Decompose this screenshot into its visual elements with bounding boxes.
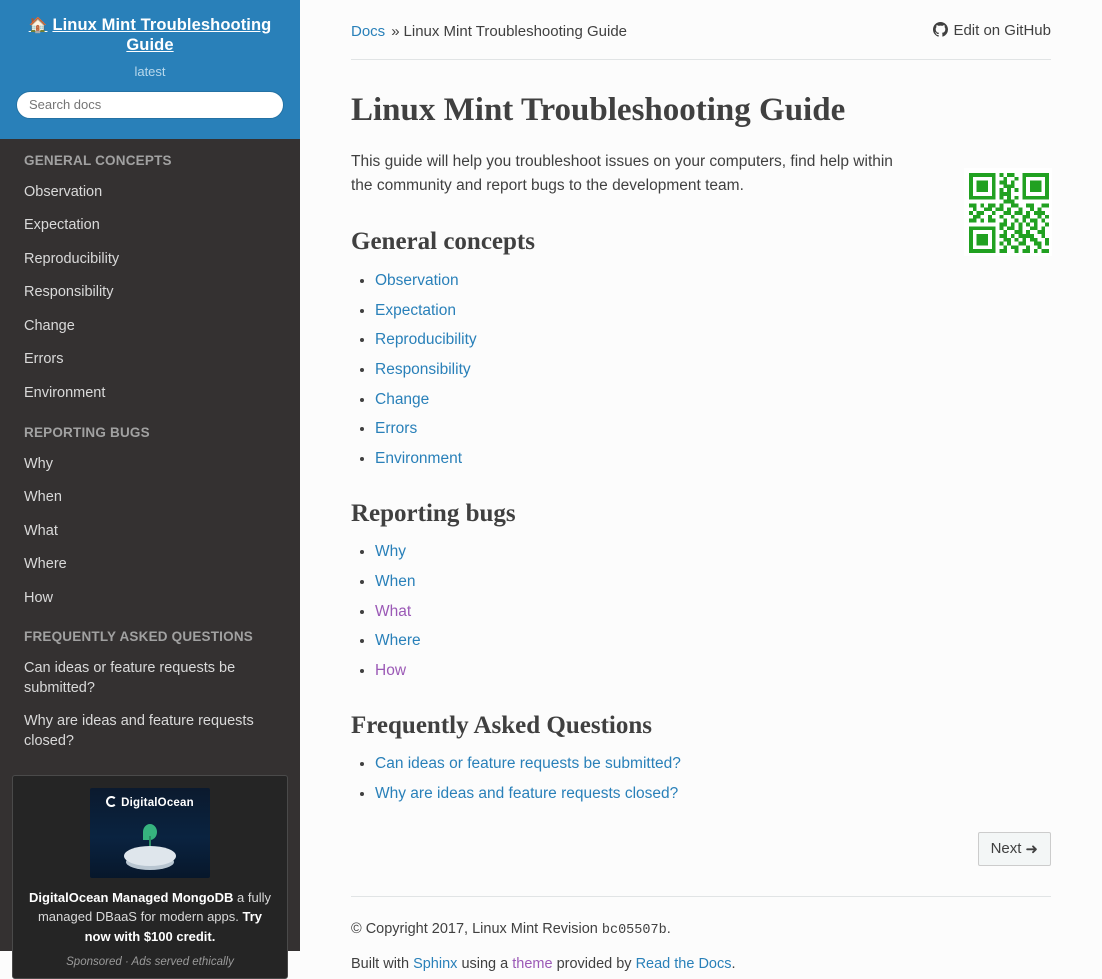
breadcrumb-docs-link[interactable]: Docs <box>351 23 386 40</box>
main-content <box>300 0 1102 973</box>
read-the-docs-link[interactable]: Read the Docs <box>635 956 732 973</box>
list-item <box>375 418 1051 440</box>
toc-link-environment[interactable]: Environment <box>375 449 463 467</box>
footer-copyright <box>351 921 1051 938</box>
list-item <box>375 389 1051 411</box>
list-item <box>375 660 1051 682</box>
toc-link-where[interactable]: Where <box>375 632 421 650</box>
list-item <box>375 329 1051 351</box>
ad-headline: DigitalOcean Managed MongoDB <box>29 889 234 905</box>
list-item <box>375 571 1051 593</box>
edit-on-github[interactable] <box>933 22 1051 41</box>
ad-image <box>90 788 210 878</box>
toc-general-concepts <box>351 270 1051 470</box>
edit-on-github-label: Edit on GitHub <box>953 22 1051 39</box>
ad-brand <box>90 796 210 809</box>
footer-period: . <box>666 921 671 938</box>
toc-link-why[interactable]: Why <box>375 543 406 561</box>
list-item <box>375 601 1051 623</box>
list-item <box>375 448 1051 470</box>
footer-built-with-label: Built with <box>351 956 410 973</box>
github-icon <box>933 22 948 41</box>
breadcrumb-separator: » <box>391 23 400 40</box>
ad-text <box>25 888 275 947</box>
sidebar-item-why[interactable]: Why <box>24 455 53 472</box>
footer <box>351 896 1051 972</box>
sidebar-item-where[interactable]: Where <box>24 556 67 573</box>
section-heading-reporting-bugs: Reporting bugs <box>351 499 516 527</box>
content-inner <box>301 0 1101 972</box>
sidebar-caption-general-concepts: GENERAL CONCEPTS <box>24 152 172 168</box>
footer-built-with <box>351 956 1051 972</box>
sidebar-item-can-ideas-submitted[interactable]: Can ideas or feature requests be submitted? <box>24 660 236 696</box>
qr-code <box>964 168 1052 256</box>
breadcrumb <box>351 0 1051 60</box>
ad-body: a fully managed DBaaS for modern apps. <box>37 889 271 925</box>
sidebar-home-link[interactable] <box>16 16 284 56</box>
toc-link-why-ideas-closed[interactable]: Why are ideas and feature requests closed? <box>375 784 679 802</box>
footer-end-period: . <box>731 956 736 973</box>
sidebar-version: latest <box>134 63 166 79</box>
search-input[interactable] <box>16 91 284 119</box>
list-item <box>375 783 1051 805</box>
database-icon <box>124 846 176 866</box>
sponsored-ad[interactable] <box>12 775 288 979</box>
sidebar-item-observation[interactable]: Observation <box>24 183 103 200</box>
toc-link-what[interactable]: What <box>375 602 412 620</box>
toc-link-when[interactable]: When <box>375 572 416 590</box>
list-item <box>375 541 1051 563</box>
section-heading-general-concepts: General concepts <box>351 228 535 256</box>
sidebar-item-responsibility[interactable]: Responsibility <box>24 284 114 301</box>
list-item <box>375 270 1051 292</box>
section-heading-faq: Frequently Asked Questions <box>351 711 652 739</box>
home-icon: 🏠 <box>28 17 48 34</box>
footer-copyright-text: © Copyright 2017, Linux Mint Revision <box>351 921 598 938</box>
toc-reporting-bugs <box>351 541 1051 681</box>
sidebar-caption-reporting-bugs: REPORTING BUGS <box>24 424 150 440</box>
sphinx-link[interactable]: Sphinx <box>413 956 458 973</box>
sidebar-item-why-ideas-closed[interactable]: Why are ideas and feature requests closed? <box>24 713 254 750</box>
toc-link-can-ideas-submitted[interactable]: Can ideas or feature requests be submitted? <box>375 755 681 773</box>
list-item <box>375 359 1051 381</box>
next-button-label: Next <box>990 840 1022 858</box>
edit-on-github-link[interactable] <box>933 22 1051 39</box>
toc-link-responsibility[interactable]: Responsibility <box>375 360 471 378</box>
search-form <box>16 91 284 119</box>
ad-footer: Sponsored · Ads served ethically <box>66 956 234 969</box>
sidebar-nav <box>0 139 300 759</box>
leaf-icon <box>143 824 157 840</box>
pagination <box>351 832 1051 866</box>
breadcrumb-current: Linux Mint Troubleshooting Guide <box>403 23 628 40</box>
page-title: Linux Mint Troubleshooting Guide <box>351 92 846 128</box>
digitalocean-logo-icon <box>106 796 117 807</box>
breadcrumb-trail <box>351 23 627 40</box>
arrow-right-icon: ➜ <box>1025 841 1038 859</box>
toc-link-reproducibility[interactable]: Reproducibility <box>375 331 477 349</box>
intro-paragraph: This guide will help you troubleshoot issues on your computers, find help within the community and report bugs to the development team. <box>351 153 893 195</box>
sidebar-title-text: Linux Mint Troubleshooting Guide <box>52 16 272 54</box>
toc-link-how[interactable]: How <box>375 661 407 679</box>
ad-offer: Try now with $100 credit. <box>84 909 263 944</box>
next-button[interactable] <box>978 832 1051 866</box>
sidebar-item-when[interactable]: When <box>24 489 62 506</box>
sidebar-item-reproducibility[interactable]: Reproducibility <box>24 250 120 267</box>
toc-faq <box>351 753 1051 804</box>
sidebar-header <box>0 0 300 139</box>
sidebar <box>0 0 300 969</box>
toc-link-expectation[interactable]: Expectation <box>375 301 456 319</box>
sidebar-item-how[interactable]: How <box>24 589 54 606</box>
toc-link-change[interactable]: Change <box>375 390 430 408</box>
list-item <box>375 753 1051 775</box>
toc-link-errors[interactable]: Errors <box>375 420 418 438</box>
toc-link-observation[interactable]: Observation <box>375 271 459 289</box>
ad-brand-text: DigitalOcean <box>121 796 194 809</box>
list-item <box>375 630 1051 652</box>
sidebar-item-expectation[interactable]: Expectation <box>24 217 100 234</box>
sidebar-item-change[interactable]: Change <box>24 317 75 334</box>
list-item <box>375 300 1051 322</box>
footer-revision: bc05507b <box>601 923 667 939</box>
sidebar-item-errors[interactable]: Errors <box>24 351 64 368</box>
sidebar-item-what[interactable]: What <box>24 522 58 539</box>
footer-using-a: using a <box>461 956 509 973</box>
footer-provided-by: provided by <box>556 956 632 973</box>
sidebar-item-environment[interactable]: Environment <box>24 384 106 401</box>
sidebar-caption-faq: FREQUENTLY ASKED QUESTIONS <box>24 629 253 645</box>
theme-link[interactable]: theme <box>512 956 553 973</box>
